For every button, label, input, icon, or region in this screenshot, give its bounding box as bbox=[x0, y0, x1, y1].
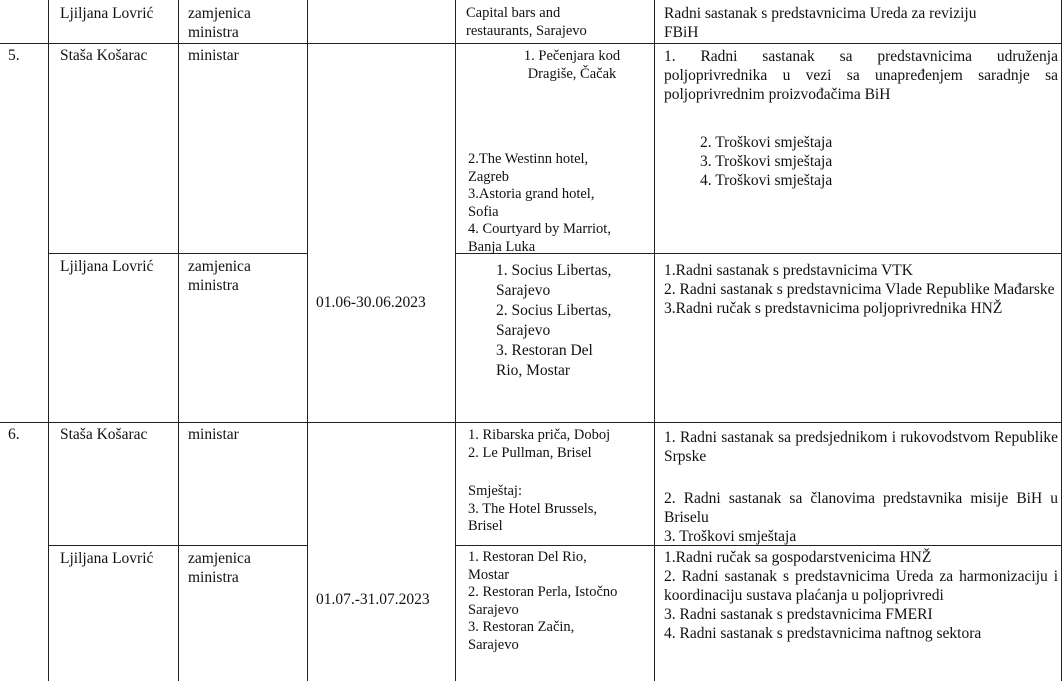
top-row-name: Ljiljana Lovrić bbox=[60, 5, 154, 22]
top-row-venue: Capital bars and restaurants, Sarajevo bbox=[466, 5, 587, 39]
row5-purpose-a1: 1. Radni sastanak sa predstavnicima udruženja poljoprivrednika u vezi sa unapređenjem saradnje sa poljoprivrednim proizvođačima BiH bbox=[664, 48, 1058, 103]
row6-venue-a1: 1. Ribarska priča, Doboj 2. Le Pullman, Brisel bbox=[468, 427, 611, 461]
row5-role-a: ministar bbox=[188, 47, 239, 64]
row6-number: 6. bbox=[8, 426, 20, 443]
row5-venue-a2: 2.The Westinn hotel, Zagreb 3.Astoria grand hotel, Sofia 4. Courtyard by Marriot, Banja Luka bbox=[468, 151, 611, 255]
row6-purpose-a1: 1. Radni sastanak sa predsjednikom i rukovodstvom Republike Srpske bbox=[664, 429, 1058, 465]
row6-purpose-b: 1.Radni ručak sa gospodarstvenicima HNŽ 2. Radni sastanak s predstavnicima Ureda za harmonizaciju i koordinaciju sustava plaćanja u poljoprivredi 3. Radni sastanak s predstavnicima FMERI 4. Radni sastanak s predstavnicima naftnog sektora bbox=[664, 549, 1058, 642]
row5-venue-a1: 1. Pečenjara kod Dragiše, Čačak bbox=[523, 48, 621, 82]
row6-name-a: Staša Košarac bbox=[60, 426, 148, 443]
row6-venue-a2: Smještaj: 3. The Hotel Brussels, Brisel bbox=[468, 483, 598, 534]
top-row-role: zamjenica ministra bbox=[188, 5, 251, 41]
row6-name-b: Ljiljana Lovrić bbox=[60, 550, 154, 567]
row5-role-b: zamjenica ministra bbox=[188, 258, 251, 294]
row6-purpose-a2: 2. Radni sastanak sa članovima predstavnika misije BiH u Briselu 3. Troškovi smještaja bbox=[664, 490, 1058, 545]
top-row-purpose: Radni sastanak s predstavnicima Ureda za reviziju FBiH bbox=[664, 5, 977, 41]
row-line bbox=[0, 43, 1062, 44]
row5-name-b: Ljiljana Lovrić bbox=[60, 258, 154, 275]
col-line bbox=[1061, 0, 1062, 681]
col-line bbox=[455, 0, 456, 681]
row5-purpose-a2: 2. Troškovi smještaja 3. Troškovi smještaja 4. Troškovi smještaja bbox=[700, 134, 833, 189]
row5-purpose-b: 1.Radni sastanak s predstavnicima VTK 2. Radni sastanak s predstavnicima Vlade Republike Mađarske 3.Radni ručak s predstavnicima poljoprivrednika HNŽ bbox=[664, 262, 1055, 317]
row-line bbox=[0, 422, 1062, 423]
row6-role-b: zamjenica ministra bbox=[188, 550, 251, 586]
row6-period: 01.07.-31.07.2023 bbox=[316, 591, 430, 608]
row5-number: 5. bbox=[8, 47, 20, 64]
row5-period: 01.06-30.06.2023 bbox=[316, 294, 426, 311]
col-line bbox=[178, 0, 179, 681]
col-line bbox=[654, 0, 655, 681]
row-line bbox=[48, 253, 308, 254]
row6-role-a: ministar bbox=[188, 426, 239, 443]
row-line bbox=[48, 545, 308, 546]
col-line bbox=[48, 0, 49, 681]
row6-venue-b: 1. Restoran Del Rio, Mostar 2. Restoran Perla, Istočno Sarajevo 3. Restoran Začin, Sarajevo bbox=[468, 549, 618, 653]
row5-venue-b: 1. Socius Libertas, Sarajevo 2. Socius Libertas, Sarajevo 3. Restoran Del Rio, Mostar bbox=[496, 262, 612, 379]
row5-name-a: Staša Košarac bbox=[60, 47, 148, 64]
col-line bbox=[307, 0, 308, 681]
